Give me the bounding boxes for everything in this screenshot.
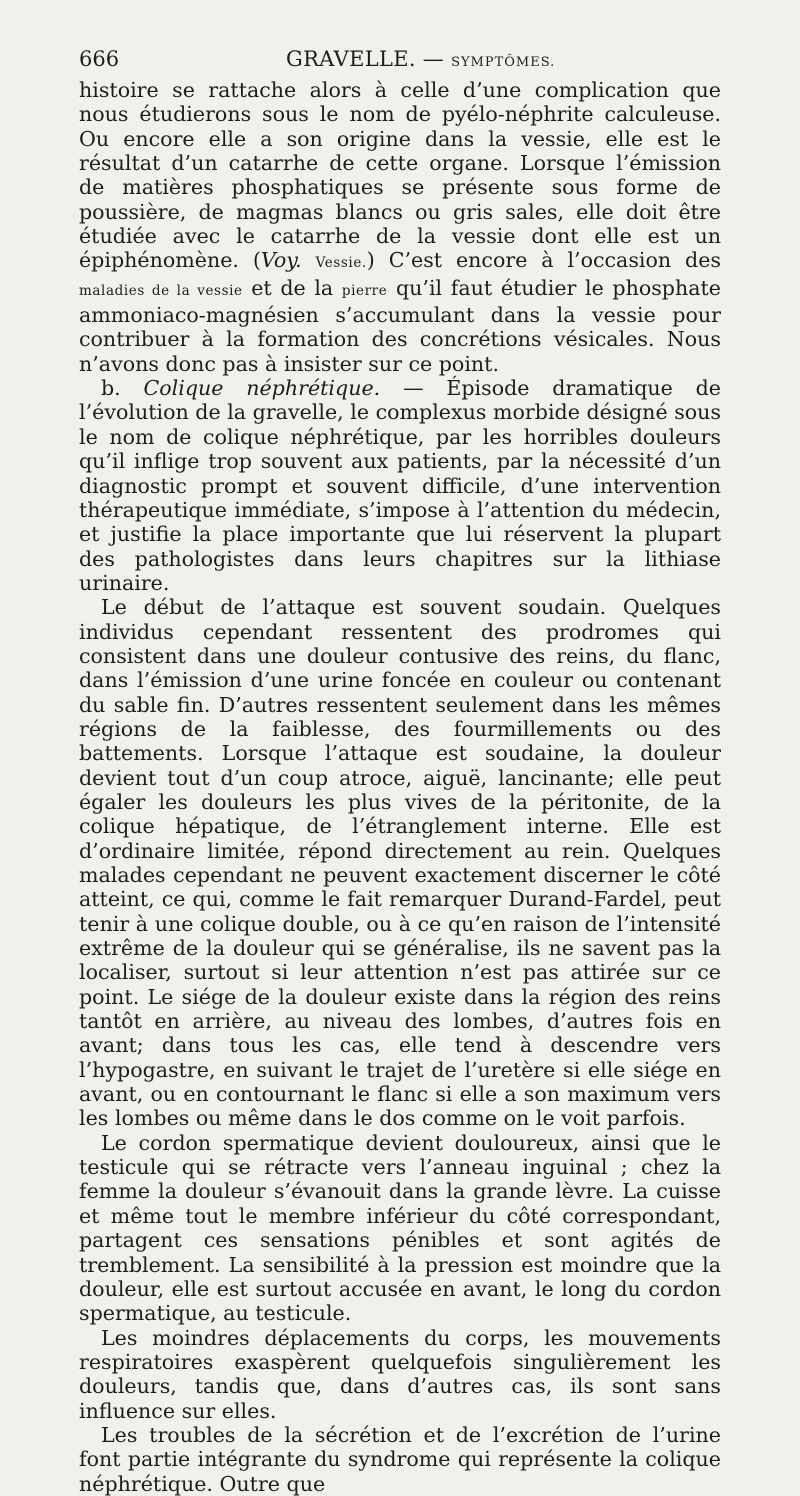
running-title-main: GRAVELLE. —: [286, 47, 445, 71]
text-run: — Épisode dramatique de l’évolution de la gravelle, le complexus morbide désigné sous le nom de colique néphrétique, par les horribles douleurs qu’il inflige trop souvent aux patients, par la nécessité d’un diagnostic prompt et souvent difficile, d’une intervention thérapeutique immédiate, s’impose à l’attention du médecin, et justifie la place importante que lui réservent la plupart des pathologistes dans leurs chapitres sur la lithiase urinaire.: [79, 376, 721, 595]
text-run-smallcaps: Vessie.: [315, 255, 367, 272]
text-run: [302, 248, 316, 272]
text-run: qu’il faut étudier le phosphate ammoniaco-magnésien s’accumulant dans la vessie pour contribuer à la formation des concrétions vésicales. Nous n’avons donc pas à insister sur ce point.: [79, 275, 721, 376]
paragraph-5: Les moindres déplacements du corps, les mouvements respiratoires exaspèrent quelquefois singulièrement les douleurs, tandis que, dans d’autres cas, ils sont sans influence sur elles.: [79, 1325, 721, 1423]
text-run-italic: Voy.: [260, 248, 302, 273]
text-run: b.: [101, 376, 144, 401]
paragraph-2: [79, 376, 721, 595]
body-text: [79, 78, 721, 1496]
paragraph-6: Les troubles de la sécrétion et de l’excrétion de l’urine font partie intégrante du syndrome qui représente la colique néphrétique. Outre que: [79, 1422, 721, 1496]
paragraph-3: Le début de l’attaque est souvent soudain. Quelques individus cependant ressentent des prodromes qui consistent dans une douleur contusive des reins, du flanc, dans l’émission d’une urine foncée en couleur ou contenant du sable fin. D’autres ressentent seulement dans les mêmes régions de la faiblesse, des fourmillements ou des battements. Lorsque l’attaque est soudaine, la douleur devient tout d’un coup atroce, aiguë, lancinante; elle peut égaler les douleurs les plus vives de la péritonite, de la colique hépatique, de l’étranglement interne. Elle est d’ordinaire limitée, répond directement au rein. Quelques malades cependant ne peuvent exactement discerner le côté atteint, ce qui, comme le fait remarquer Durand-Fardel, peut tenir à une colique double, ou à ce qu’en raison de l’intensité extrême de la douleur qui se généralise, ils ne savent pas la localiser, surtout si leur attention n’est pas attirée sur ce point. Le siége de la douleur existe dans la région des reins tantôt en arrière, au niveau des lombes, d’autres fois en avant; dans tous les cas, elle tend à descendre vers l’hypogastre, en suivant le trajet de l’uretère si elle siége en avant, ou en contournant le flanc si elle a son maximum vers les lombes ou même dans le dos comme on le voit parfois.: [79, 595, 721, 1131]
paragraph-1: [79, 78, 721, 376]
page-number: 666: [79, 47, 120, 71]
text-run: histoire se rattache alors à celle d’une complication que nous étudierons sous le nom de pyélo-néphrite calculeuse. Ou encore elle a son origine dans la vessie, elle est le résultat d’un catarrhe de cette organe. Lorsque l’émission de matières phosphatiques se présente sous forme de poussière, de magmas blancs ou gris sales, elle doit être étudiée avec le catarrhe de la vessie dont elle est un épiphénomène. (: [79, 78, 721, 273]
section-heading-italic: Colique néphrétique.: [143, 376, 381, 401]
text-run: ) C’est encore à l’occasion des: [366, 248, 721, 273]
running-header: [79, 44, 720, 74]
text-run: et de la: [242, 275, 342, 300]
running-title-sub: SYMPTÔMES.: [451, 55, 556, 70]
paragraph-4: Le cordon spermatique devient douloureux, ainsi que le testicule qui se rétracte vers l’anneau inguinal ; chez la femme la douleur s’évanouit dans la grande lèvre. La cuisse et même tout le membre inférieur du côté correspondant, partagent ces sensations pénibles et sont agités de tremblement. La sensibilité à la pression est moindre que la douleur, elle est surtout accusée en avant, le long du cordon spermatique, au testicule.: [79, 1130, 721, 1326]
text-run-smallcaps: pierre: [341, 282, 388, 299]
text-run-smallcaps: maladies de la vessie: [79, 282, 243, 299]
running-title: [286, 44, 555, 78]
